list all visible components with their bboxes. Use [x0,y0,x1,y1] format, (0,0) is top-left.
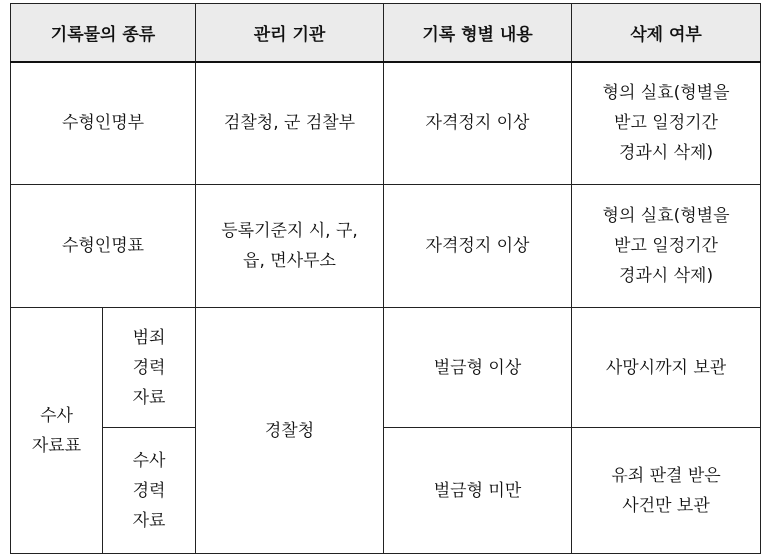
header-content: 기록 형별 내용 [384,4,572,62]
header-agency: 관리 기관 [196,4,384,62]
table-row [11,428,761,554]
agency-cell: 검찰청, 군 검찰부 [196,62,384,185]
subtype-cell [103,308,196,428]
deletion-line: 받고 일정기간 [614,113,718,134]
content-cell: 벌금형 이상 [384,308,572,428]
deletion-cell [572,62,761,185]
content-cell: 자격정지 이상 [384,185,572,308]
subtype-line: 자료 [132,387,166,408]
criminal-records-table [10,3,761,554]
deletion-line: 경과시 삭제) [618,266,714,286]
table-row [11,62,761,185]
type-line: 수사 [40,405,73,426]
record-type-cell [11,308,103,554]
subtype-line: 수사 [132,450,166,471]
agency-line: 등록기준지 시, 구, [221,221,358,241]
deletion-line: 받고 일정기간 [614,236,718,256]
subtype-line: 범죄 [132,327,166,348]
header-row [11,4,761,62]
deletion-cell: 사망시까지 보관 [572,308,761,428]
deletion-line: 경과시 삭제) [618,143,714,164]
record-type-cell: 수형인명부 [11,62,196,185]
deletion-line: 사건만 보관 [622,495,710,516]
deletion-line: 유죄 판결 받은 [611,465,721,486]
deletion-line: 형의 실효(형별을 [602,206,730,226]
record-type-cell: 수형인명표 [11,185,196,308]
table-row [11,185,761,308]
header-type: 기록물의 종류 [11,4,196,62]
subtype-line: 자료 [132,510,166,531]
subtype-line: 경력 [132,480,166,501]
subtype-line: 경력 [132,357,166,378]
deletion-cell [572,428,761,554]
agency-line: 읍, 면사무소 [243,251,336,271]
subtype-cell [103,428,196,554]
deletion-line: 형의 실효(형별을 [602,83,730,104]
agency-cell [196,185,384,308]
table-row [11,308,761,428]
content-cell: 벌금형 미만 [384,428,572,554]
header-deletion: 삭제 여부 [572,4,761,62]
agency-cell: 경찰청 [196,308,384,554]
deletion-cell [572,185,761,308]
content-cell: 자격정지 이상 [384,62,572,185]
type-line: 자료표 [31,435,82,456]
